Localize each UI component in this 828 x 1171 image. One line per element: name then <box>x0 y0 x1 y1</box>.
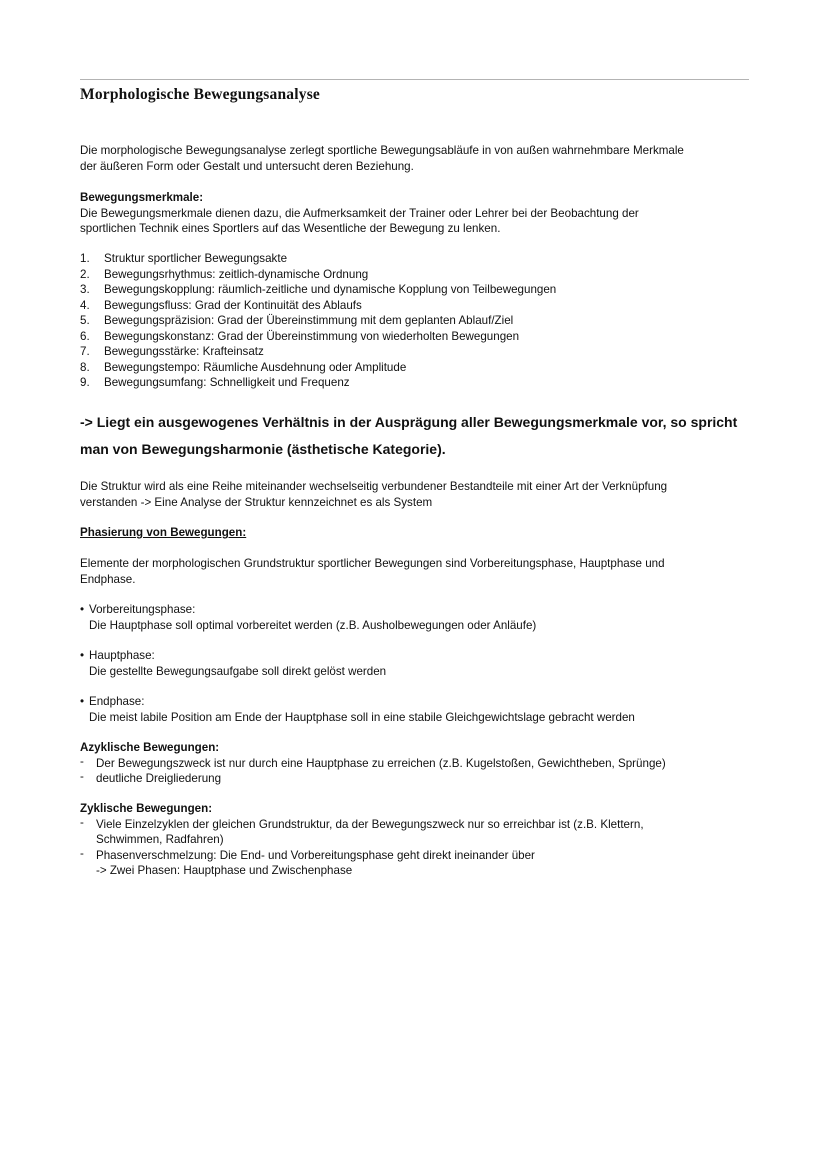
list-item-text: Schwimmen, Radfahren) <box>96 833 224 846</box>
list-item <box>80 375 752 391</box>
azyklisch-section <box>80 740 752 787</box>
list-item <box>80 282 752 298</box>
intro-line: Die morphologische Bewegungsanalyse zerlegt sportliche Bewegungsabläufe in von außen wahrnehmbare Merkmale <box>80 144 684 157</box>
list-number: 3. <box>80 283 90 296</box>
merkmale-text-line: sportlichen Technik eines Sportlers auf das Wesentliche der Bewegung zu lenken. <box>80 222 501 235</box>
phase-name: Vorbereitungsphase: <box>89 603 196 616</box>
merkmale-section <box>80 190 752 237</box>
list-item-text: Phasenverschmelzung: Die End- und Vorbereitungsphase geht direkt ineinander über <box>96 848 535 862</box>
phase-description: Die Hauptphase soll optimal vorbereitet werden (z.B. Ausholbewegungen oder Anläufe) <box>89 618 537 632</box>
list-number: 7. <box>80 345 90 358</box>
zyklisch-section <box>80 801 752 879</box>
header-rule <box>80 79 749 80</box>
list-item <box>80 267 752 283</box>
list-item <box>80 329 752 345</box>
phase-description: Die gestellte Bewegungsaufgabe soll direkt gelöst werden <box>89 664 387 678</box>
list-number: 6. <box>80 329 90 343</box>
list-item <box>80 756 752 772</box>
list-item-text: Bewegungspräzision: Grad der Übereinstimmung mit dem geplanten Ablauf/Ziel <box>104 314 514 327</box>
list-item-text: Bewegungstempo: Räumliche Ausdehnung oder Amplitude <box>104 360 407 374</box>
list-item <box>80 298 752 314</box>
list-item-text: Bewegungsstärke: Krafteinsatz <box>104 345 264 358</box>
list-item-text: Bewegungsumfang: Schnelligkeit und Frequenz <box>104 376 350 389</box>
phase-description: Die meist labile Position am Ende der Hauptphase soll in eine stabile Gleichgewichtslage gebracht werden <box>89 710 635 724</box>
harmonie-line: man von Bewegungsharmonie (ästhetische Kategorie). <box>80 441 446 457</box>
dash-marker: - <box>80 846 84 860</box>
merkmale-text-line: Die Bewegungsmerkmale dienen dazu, die Aufmerksamkeit der Trainer oder Lehrer bei der Beobachtung der <box>80 206 639 220</box>
intro-line: der äußeren Form oder Gestalt und untersucht deren Beziehung. <box>80 159 414 173</box>
list-item-text: Der Bewegungszweck ist nur durch eine Hauptphase zu erreichen (z.B. Kugelstoßen, Gewichtheben, Sprünge) <box>96 756 666 770</box>
struktur-line: verstanden -> Eine Analyse der Struktur kennzeichnet es als System <box>80 495 433 509</box>
phasierung-paragraph <box>80 556 752 587</box>
list-item <box>80 344 752 360</box>
phasierung-line: Endphase. <box>80 572 136 586</box>
list-item-text: Bewegungskopplung: räumlich-zeitliche und dynamische Kopplung von Teilbewegungen <box>104 283 557 296</box>
list-item-text: Bewegungskonstanz: Grad der Übereinstimmung von wiederholten Bewegungen <box>104 329 520 343</box>
list-number: 2. <box>80 267 90 281</box>
dash-marker: - <box>80 770 84 783</box>
list-item-text: -> Zwei Phasen: Hauptphase und Zwischenphase <box>96 864 353 877</box>
azyklisch-heading: Azyklische Bewegungen: <box>80 741 220 754</box>
bullet-marker: • <box>80 649 85 662</box>
dash-marker: - <box>80 754 84 768</box>
phase-item-vorbereitung <box>80 602 752 633</box>
list-item <box>80 313 752 329</box>
list-number: 1. <box>80 252 90 265</box>
page-title: Morphologische Bewegungsanalyse <box>80 86 321 103</box>
list-item-text: Bewegungsfluss: Grad der Kontinuität des Ablaufs <box>104 298 362 312</box>
list-number: 9. <box>80 376 90 389</box>
list-item-text: Bewegungsrhythmus: zeitlich-dynamische Ordnung <box>104 267 369 281</box>
phase-name: Hauptphase: <box>89 649 155 662</box>
list-number: 8. <box>80 360 90 374</box>
harmonie-line: -> Liegt ein ausgewogenes Verhältnis in der Ausprägung aller Bewegungsmerkmale vor, so spricht <box>80 414 738 430</box>
list-item <box>80 848 752 879</box>
dash-marker: - <box>80 815 84 829</box>
list-item <box>80 360 752 376</box>
phasierung-line: Elemente der morphologischen Grundstruktur sportlicher Bewegungen sind Vorbereitungsphase, Hauptphase und <box>80 557 665 570</box>
phasierung-heading: Phasierung von Bewegungen: <box>80 526 247 539</box>
list-item <box>80 817 752 848</box>
bullet-marker: • <box>80 695 85 708</box>
phase-item-haupt <box>80 648 752 679</box>
list-item <box>80 251 752 267</box>
list-item-text: Struktur sportlicher Bewegungsakte <box>104 252 288 265</box>
list-item-text: deutliche Dreigliederung <box>96 772 222 785</box>
merkmale-heading: Bewegungsmerkmale: <box>80 191 204 204</box>
phase-item-end <box>80 694 752 725</box>
harmonie-statement <box>80 409 752 463</box>
phase-name: Endphase: <box>89 695 145 708</box>
bullet-marker: • <box>80 603 85 616</box>
list-number: 4. <box>80 298 90 312</box>
list-item <box>80 771 752 787</box>
zyklisch-heading: Zyklische Bewegungen: <box>80 802 213 815</box>
list-item-text: Viele Einzelzyklen der gleichen Grundstruktur, da der Bewegungszweck nur so erreichbar ist (z.B. Klettern, <box>96 817 644 831</box>
merkmale-list <box>80 251 752 391</box>
struktur-paragraph <box>80 479 752 510</box>
struktur-line: Die Struktur wird als eine Reihe miteinander wechselseitig verbundener Bestandteile mit einer Art der Verknüpfung <box>80 480 668 493</box>
list-number: 5. <box>80 314 90 327</box>
intro-paragraph <box>80 143 752 174</box>
